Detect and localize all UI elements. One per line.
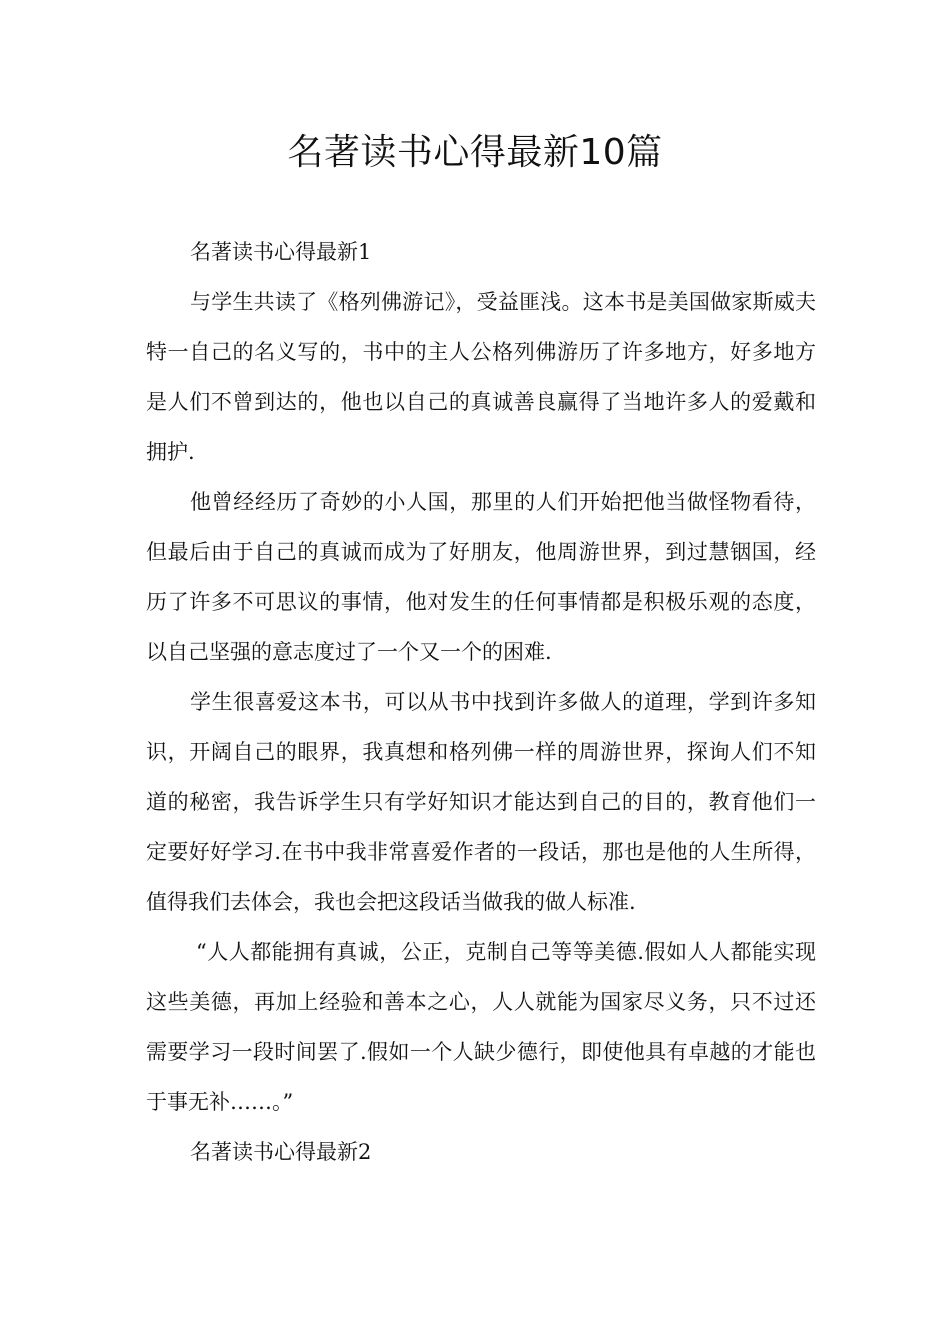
quote-paragraph: “人人都能拥有真诚，公正，克制自己等等美德.假如人人都能实现这些美德，再加上经验和善本之心，人人就能为国家尽义务，只不过还需要学习一段时间罢了.假如一个人缺少德行，即使他具有卓越的才能也于事无补……。” [146, 940, 816, 1114]
body-paragraph: 学生很喜爱这本书，可以从书中找到许多做人的道理，学到许多知识，开阔自己的眼界，我真想和格列佛一样的周游世界，探询人们不知道的秘密，我告诉学生只有学好知识才能达到自己的目的，教育他们一定要好好学习.在书中我非常喜爱作者的一段话，那也是他的人生所得，值得我们去体会，我也会把这段话当做我的做人标准. [146, 690, 816, 914]
body-paragraph: 与学生共读了《格列佛游记》，受益匪浅。这本书是美国做家斯威夫特一自己的名义写的，书中的主人公格列佛游历了许多地方，好多地方是人们不曾到达的，他也以自己的真诚善良赢得了当地许多人的爱戴和拥护. [146, 290, 816, 464]
document-body [146, 227, 816, 1177]
document-title: 名著读书心得最新10篇 [287, 132, 663, 173]
section-heading: 名著读书心得最新2 [190, 1140, 372, 1164]
body-paragraph: 他曾经经历了奇妙的小人国，那里的人们开始把他当做怪物看待，但最后由于自己的真诚而成为了好朋友，他周游世界，到过慧铟国，经历了许多不可思议的事情，他对发生的任何事情都是积极乐观的态度，以自己坚强的意志度过了一个又一个的困难. [146, 490, 816, 664]
section-heading: 名著读书心得最新1 [190, 240, 372, 264]
